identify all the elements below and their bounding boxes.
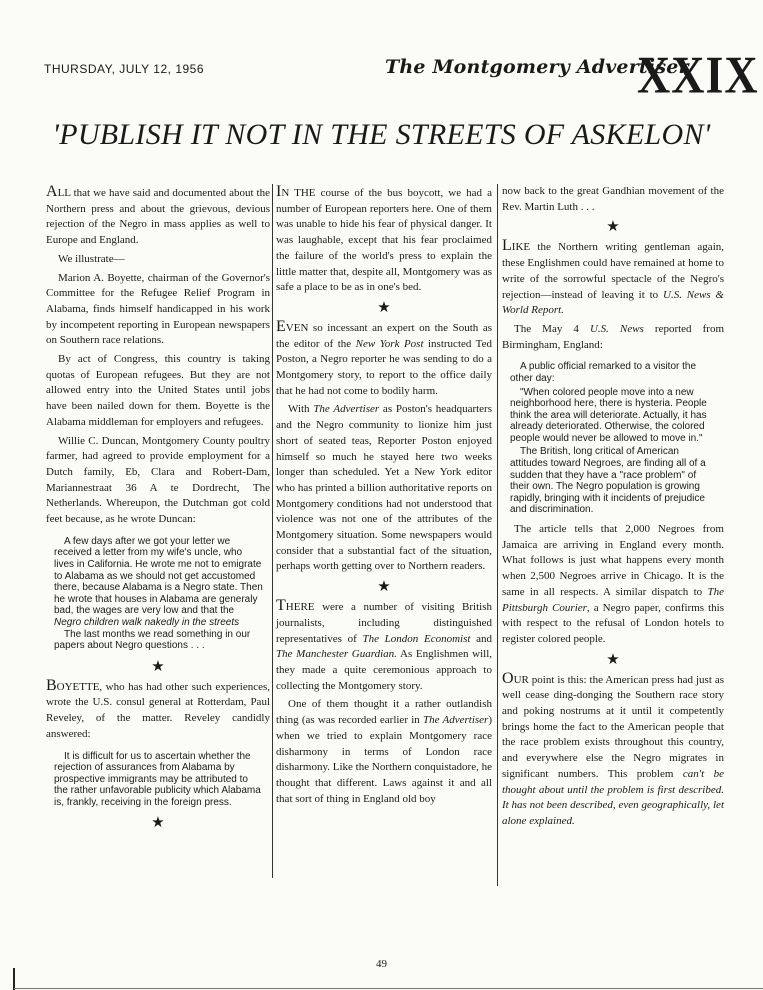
- block-quote: A public official remarked to a visitor the other day:: [510, 361, 697, 384]
- scan-bottom-edge: [14, 988, 763, 989]
- paragraph: By act of Congress, this country is taking quotas of European refugees. But they are not allowed entry into the United States until jobs have been nailed down for them. Boyette is the Alabama middleman for employers and refugees.: [46, 353, 270, 428]
- star-divider-icon: ★: [151, 658, 165, 675]
- paragraph: BOYETTE, who has had other such experiences, wrote the U.S. consul general at Rotterdam, Paul Reveley, of the matter. Reveley candidly answered:: [46, 676, 270, 740]
- star-divider-icon: ★: [151, 815, 165, 832]
- paragraph: THERE were a number of visiting British journalists, including distinguished representatives of The London Economist and The Manchester Guardian. As Englishmen will, they made a quite ceremonious approach to collecting the Montgomery story.: [276, 597, 492, 692]
- paragraph: One of them thought it a rather outlandish thing (as was recorded earlier in The Advertiser) when we tried to explain Montgomery race disharmony in terms of London race disharmony. Like the Northern conquistadore, he thought that different. Laws against it and all that sort of thing in England old boy: [276, 698, 492, 805]
- star-divider-icon: ★: [377, 299, 391, 316]
- block-quote: "When colored people move into a new neighborhood here, there is hysteria. People think the area will deteriorate. Actually, it has already deteriorated. Otherwise, the colored people would never be allowed to move in.": [510, 386, 707, 444]
- block-quote: The British, long critical of American attitudes toward Negroes, are finding all of a sudden that they have a "race problem" of their own. The Negro population is growing rapidly, bringing with it incidents of prejudice and discrimination.: [510, 446, 706, 516]
- column-1: [46, 184, 270, 834]
- star-divider-icon: ★: [606, 651, 620, 668]
- paragraph: OUR point is this: the American press had just as well cease ding-donging the Southern race story and poking nostrums at it until it competently brings home the fact to the American people that the race problem exists throughout this country, and everywhere else the Negro migrates in significant numbers. This problem can't be thought about until the problem is first described. It has not been described, even geographically, let alone explained.: [502, 669, 724, 827]
- headline: 'PUBLISH IT NOT IN THE STREETS OF ASKELON': [52, 118, 711, 151]
- paragraph: ALL that we have said and documented about the Northern press and about the grievous, devious rejection of the Negro in mass applies as well to Europe and England.: [46, 183, 270, 247]
- masthead-paper-name: The Montgomery Advertiser: [385, 56, 689, 78]
- paragraph: Willie C. Duncan, Montgomery County poultry farmer, had agreed to provide employment for a Dutch family, Eb, Clara and Robert-Dam, Mariannestraat 36 A te Dordrecht, The Netherlands. Whereupon, the Dutchman got cold feet because, as he wrote Duncan:: [46, 434, 270, 526]
- scan-edge-mark: [13, 968, 15, 990]
- block-quote: The last months we read something in our papers about Negro questions . . .: [54, 628, 251, 652]
- column-rule-1: [272, 184, 273, 878]
- column-3: [502, 184, 724, 833]
- block-quote: It is difficult for us to ascertain whether the rejection of assurances from Alabama by prospective immigrants may be attributed to the rather unfavorable publicity which Alabama is, frankly, receiving in the foreign press.: [54, 750, 261, 808]
- column-2: [276, 184, 492, 810]
- paragraph: EVEN so incessant an expert on the South as the editor of the New York Post instructed Ted Poston, a Negro reporter he was sending to do a Montgomery story, to report to the office daily that he had not come to bodily harm.: [276, 317, 492, 397]
- page-number: 49: [376, 958, 387, 970]
- masthead-date: THURSDAY, JULY 12, 1956: [44, 62, 205, 76]
- paragraph: The article tells that 2,000 Negroes from Jamaica are arriving in England every month. What follows is just what happens every month when 2,500 Negroes arrive in Chicago. It is the same in all respects. A similar dispatch to The Pittsburgh Courier, a Negro paper, confirms this with respect to the refusal of London hotels to register colored people.: [502, 523, 724, 645]
- star-divider-icon: ★: [377, 579, 391, 596]
- paragraph: With The Advertiser as Poston's headquarters and the Negro community to lionize him just short of seated teas, Reporter Poston enjoyed himself so much he stayed here two weeks longer than scheduled. Yet a New York editor who has printed a billion authoritative reports on Montgomery conditions had not understood that violence was not one of the attributes of the Montgomery situation. Some newspapers would consider that a substantial fact of the situation, perhaps worth getting over to Northern readers.: [276, 403, 493, 573]
- column-rule-2: [497, 184, 498, 886]
- paragraph: Marion A. Boyette, chairman of the Governor's Committee for the Refugee Relief Program in Alabama, finds himself handicapped in his work by incompetent reporting in European newspapers on Southern race relations.: [46, 271, 270, 347]
- masthead-number: XXIX: [637, 45, 759, 104]
- paragraph: The May 4 U.S. News reported from Birmingham, England:: [502, 322, 725, 351]
- paragraph: LIKE the Northern writing gentleman again, these Englishmen could have remained at home to write of the sorrowful spectacle of the Negro's rejection—instead of leaving it to U.S. News & World Report.: [502, 237, 724, 317]
- star-divider-icon: ★: [606, 219, 620, 236]
- paragraph: We illustrate—: [58, 252, 125, 265]
- block-quote: A few days after we got your letter we received a letter from my wife's uncle, who lives in California. He wrote me not to emigrate to Alabama as we should not get accustomed there, because Alabama is a Negro state. Then he wrote that houses in Alabama are generaly bad, the wages are very low and that the Negro children walk nakedly in the streets: [54, 535, 263, 628]
- paragraph: now back to the great Gandhian movement of the Rev. Martin Luth . . .: [502, 185, 724, 213]
- paragraph: IN THE course of the bus boycott, we had a number of European reporters here. One of them was unable to hide his fear of physical danger. It was laughable, except that his fear proclaimed the failure of the world's press to explain the little matter that, despite all, Montgomery was as safe a place to be as in one's bed.: [276, 183, 492, 294]
